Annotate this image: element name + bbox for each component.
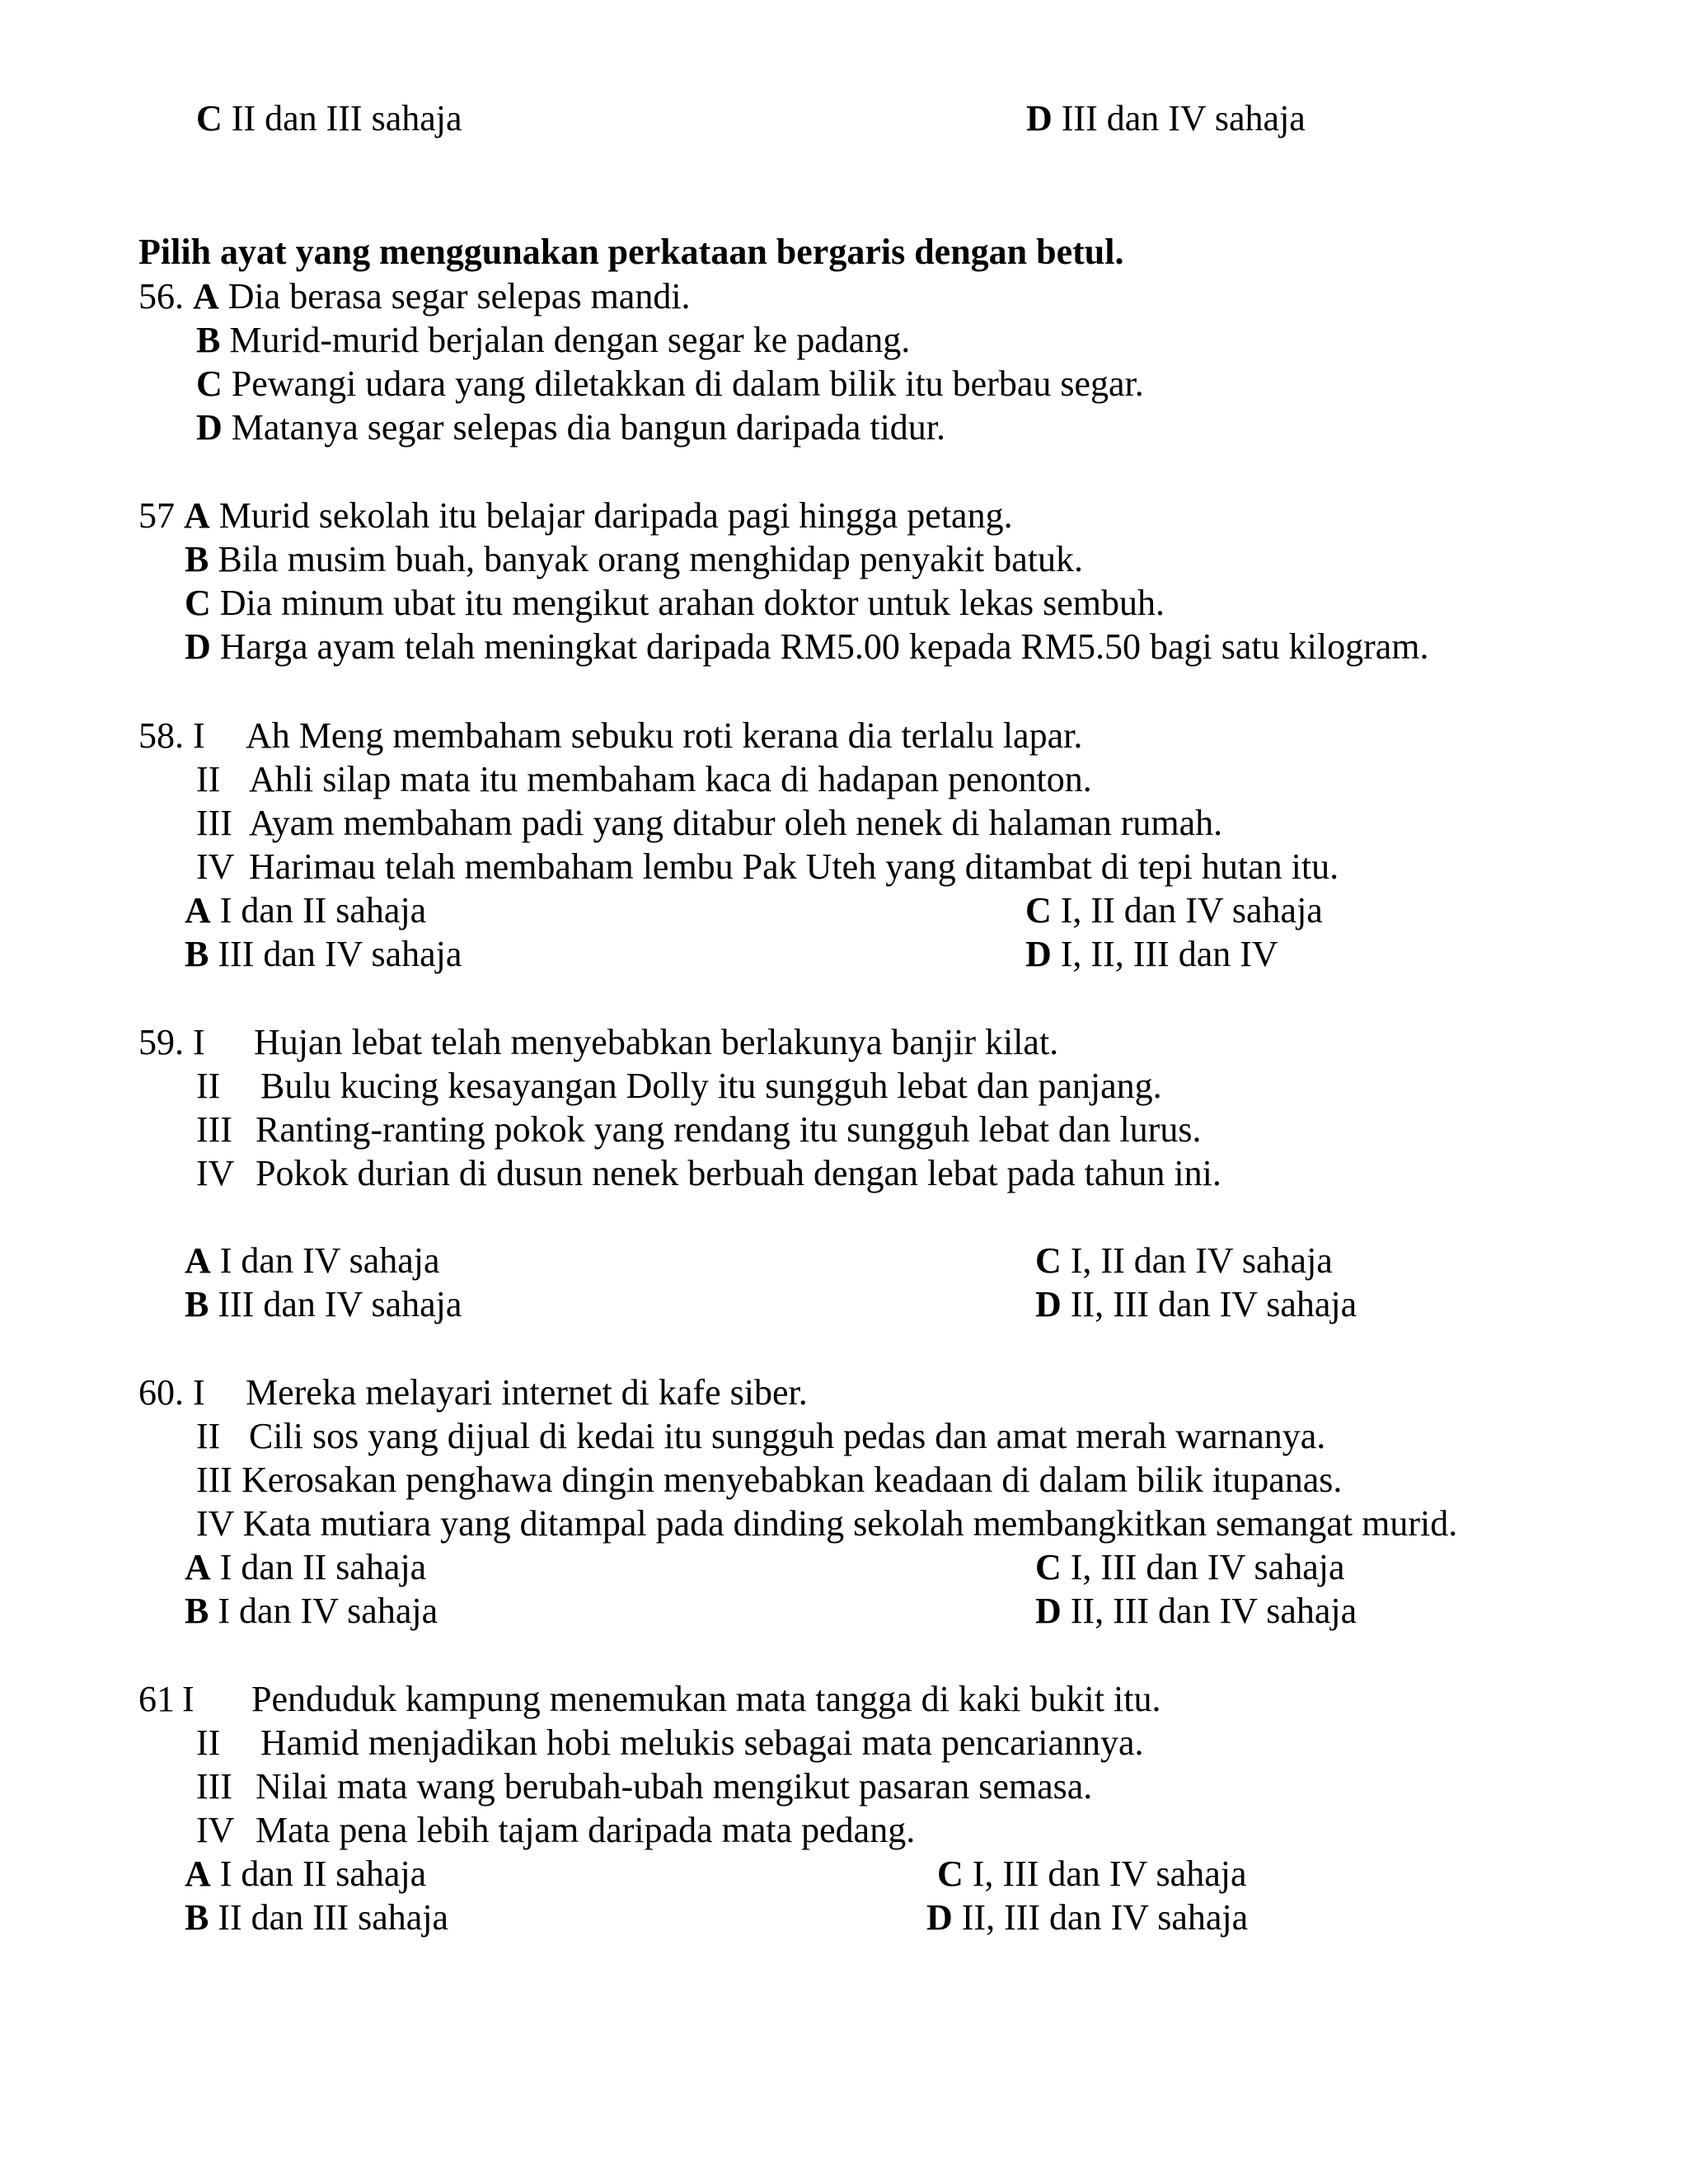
q61-item-1: 61 I Penduduk kampung menemukan mata tangga di kaki bukit itu. [138, 1679, 1161, 1719]
q59-answer-d: D II, III dan IV sahaja [1035, 1284, 1357, 1324]
q61-item-2: II Hamid menjadikan hobi melukis sebagai mata pencariannya. [196, 1722, 1144, 1763]
q60-item-4: IV Kata mutiara yang ditampal pada dinding sekolah membangkitkan semangat murid. [196, 1503, 1458, 1544]
q61-answer-d: D II, III dan IV sahaja [926, 1897, 1249, 1938]
q55-option-d: D III dan IV sahaja [1026, 98, 1306, 138]
q61-item-4: IV Mata pena lebih tajam daripada mata pedang. [196, 1810, 916, 1850]
q59-item-1: 59. I Hujan lebat telah menyebabkan berlakunya banjir kilat. [138, 1022, 1059, 1062]
q58-answer-a: A I dan II sahaja [185, 890, 427, 930]
q56-option-a: 56. A Dia berasa segar selepas mandi. [138, 276, 691, 316]
q60-answer-b: B I dan IV sahaja [185, 1591, 438, 1631]
q56-number: 56. [138, 276, 184, 316]
q58-answer-c: C I, II dan IV sahaja [1025, 890, 1323, 930]
q61-answer-c: C I, III dan IV sahaja [937, 1854, 1247, 1894]
q59-answer-a: A I dan IV sahaja [185, 1240, 440, 1281]
q55-option-c: C II dan III sahaja [196, 98, 462, 138]
q59-item-3: III Ranting-ranting pokok yang rendang itu sungguh lebat dan lurus. [196, 1109, 1202, 1150]
q59-answer-c: C I, II dan IV sahaja [1035, 1240, 1333, 1281]
instruction: Pilih ayat yang menggunakan perkataan bergaris dengan betul. [138, 232, 1124, 272]
q58-item-3: III Ayam membaham padi yang ditabur oleh nenek di halaman rumah. [196, 803, 1223, 843]
q61-answer-a: A I dan II sahaja [185, 1854, 427, 1894]
q60-number: 60. [138, 1372, 184, 1413]
q60-answer-a: A I dan II sahaja [185, 1547, 427, 1587]
q58-answer-d: D I, II, III dan IV [1025, 934, 1278, 974]
q60-answer-c: C I, III dan IV sahaja [1035, 1547, 1345, 1587]
q59-item-2: II Bulu kucing kesayangan Dolly itu sungguh lebat dan panjang. [196, 1066, 1162, 1106]
q58-item-2: II Ahli silap mata itu membaham kaca di hadapan penonton. [196, 759, 1092, 799]
q59-number: 59. [138, 1022, 184, 1062]
q58-number: 58. [138, 715, 184, 756]
q60-item-3: III Kerosakan penghawa dingin menyebabkan keadaan di dalam bilik itupanas. [196, 1460, 1343, 1500]
q60-item-1: 60. I Mereka melayari internet di kafe siber. [138, 1372, 808, 1413]
q57-option-c: C Dia minum ubat itu mengikut arahan doktor untuk lekas sembuh. [185, 583, 1165, 623]
q56-option-b: B Murid-murid berjalan dengan segar ke padang. [196, 320, 911, 360]
q61-number: 61 [138, 1679, 175, 1719]
q58-item-1: 58. I Ah Meng membaham sebuku roti kerana dia terlalu lapar. [138, 715, 1083, 756]
q57-option-a: 57 A Murid sekolah itu belajar daripada pagi hingga petang. [138, 495, 1013, 536]
q61-answer-b: B II dan III sahaja [185, 1897, 449, 1938]
q59-item-4: IV Pokok durian di dusun nenek berbuah dengan lebat pada tahun ini. [196, 1153, 1221, 1193]
q59-answer-b: B III dan IV sahaja [185, 1284, 462, 1324]
q58-item-4: IV Harimau telah membaham lembu Pak Uteh yang ditambat di tepi hutan itu. [196, 846, 1339, 887]
q57-number: 57 [138, 495, 175, 536]
q57-option-b: B Bila musim buah, banyak orang menghidap penyakit batuk. [185, 539, 1084, 579]
q60-answer-d: D II, III dan IV sahaja [1035, 1591, 1357, 1631]
q58-answer-b: B III dan IV sahaja [185, 934, 462, 974]
q60-item-2: II Cili sos yang dijual di kedai itu sungguh pedas dan amat merah warnanya. [196, 1416, 1326, 1456]
q56-option-c: C Pewangi udara yang diletakkan di dalam bilik itu berbau segar. [196, 363, 1144, 404]
q57-option-d: D Harga ayam telah meningkat daripada RM5.00 kepada RM5.50 bagi satu kilogram. [185, 626, 1429, 667]
q61-item-3: III Nilai mata wang berubah-ubah mengikut pasaran semasa. [196, 1766, 1093, 1807]
q56-option-d: D Matanya segar selepas dia bangun daripada tidur. [196, 407, 946, 448]
